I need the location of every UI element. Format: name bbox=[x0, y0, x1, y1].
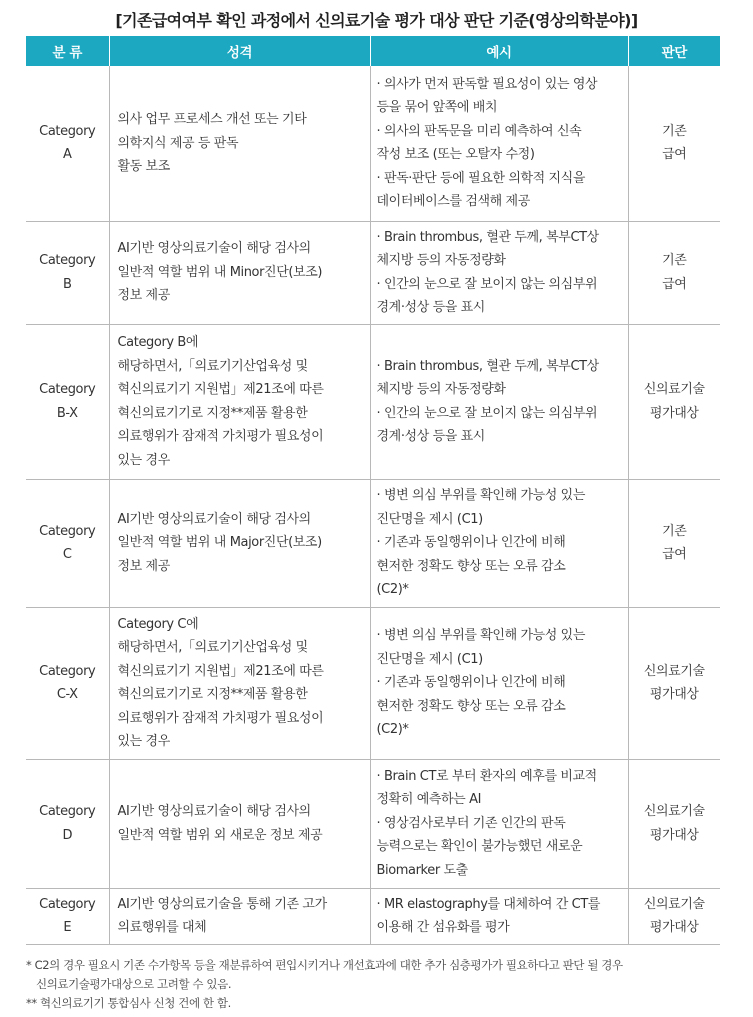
example-item: · 기존과 동일행위이나 인간에 비해 현저한 정확도 향상 또는 오류 감소 (C2)* bbox=[376, 535, 566, 598]
judgment-cell: 신의료기술 평가대상 bbox=[628, 888, 720, 944]
example-item: · 판독·판단 등에 필요한 의학적 지식을 데이터베이스를 검색해 제공 bbox=[376, 170, 585, 210]
examples-cell bbox=[370, 66, 628, 221]
table-title: [기존급여여부 확인 과정에서 신의료기술 평가 대상 판단 기준(영상의학분야)] bbox=[115, 11, 638, 30]
judgment-cell: 기존 급여 bbox=[628, 66, 720, 221]
category-cell: Category B bbox=[26, 221, 109, 324]
category-cell: Category C-X bbox=[26, 607, 109, 759]
property-cell: 의사 업무 프로세스 개선 또는 기타 의학지식 제공 등 판독 활동 보조 bbox=[109, 66, 370, 221]
category-cell: Category C bbox=[26, 479, 109, 607]
example-item: · 의사가 먼저 판독할 필요성이 있는 영상 등을 묶어 앞쪽에 배치 bbox=[376, 76, 598, 116]
example-item: · MR elastography를 대체하여 간 CT를 이용해 간 섬유화를 평가 bbox=[376, 896, 601, 935]
examples-cell bbox=[370, 759, 628, 888]
table-row bbox=[26, 479, 720, 607]
judgment-cell: 기존 급여 bbox=[628, 221, 720, 324]
examples-cell bbox=[370, 888, 628, 944]
examples-cell bbox=[370, 324, 628, 479]
criteria-table bbox=[26, 36, 720, 945]
header-property: 성격 bbox=[109, 36, 370, 66]
example-item: · 기존과 동일행위이나 인간에 비해 현저한 정확도 향상 또는 오류 감소 (C2)* bbox=[376, 675, 566, 738]
property-cell: Category B에 해당하면서,「의료기기산업육성 및 혁신의료기기 지원법」제21조에 따른 혁신의료기기로 지정**제품 활용한 의료행위가 잠재적 가치평가 필요성이 있는 경우 bbox=[109, 324, 370, 479]
table-row bbox=[26, 324, 720, 479]
example-item: · 영상검사로부터 기존 인간의 판독 능력으로는 확인이 불가능했던 새로운 Biomarker 도출 bbox=[376, 815, 583, 878]
judgment-cell: 신의료기술 평가대상 bbox=[628, 607, 720, 759]
table-row bbox=[26, 66, 720, 221]
example-item: · 인간의 눈으로 잘 보이지 않는 의심부위 경계·성상 등을 표시 bbox=[376, 405, 598, 444]
examples-cell bbox=[370, 607, 628, 759]
category-cell: Category B-X bbox=[26, 324, 109, 479]
property-cell: Category C에 해당하면서,「의료기기산업육성 및 혁신의료기기 지원법」제21조에 따른 혁신의료기기로 지정**제품 활용한 의료행위가 잠재적 가치평가 필요성이 있는 경우 bbox=[109, 607, 370, 759]
examples-cell bbox=[370, 479, 628, 607]
example-item: · 병변 의심 부위를 확인해 가능성 있는 진단명을 제시 (C1) bbox=[376, 628, 585, 667]
table-row bbox=[26, 221, 720, 324]
judgment-cell: 기존 급여 bbox=[628, 479, 720, 607]
table-header-row bbox=[26, 36, 720, 66]
header-category: 분 류 bbox=[26, 36, 109, 66]
property-cell: AI기반 영상의료기술이 해당 검사의 일반적 역할 범위 내 Major진단(보조) 정보 제공 bbox=[109, 479, 370, 607]
property-cell: AI기반 영상의료기술이 해당 검사의 일반적 역할 범위 외 새로운 정보 제공 bbox=[109, 759, 370, 888]
property-cell: AI기반 영상의료기술이 해당 검사의 일반적 역할 범위 내 Minor진단(보조) 정보 제공 bbox=[109, 221, 370, 324]
table-row bbox=[26, 607, 720, 759]
property-cell: AI기반 영상의료기술을 통해 기존 고가 의료행위를 대체 bbox=[109, 888, 370, 944]
header-judgment: 판단 bbox=[628, 36, 720, 66]
example-item: · 의사의 판독문을 미리 예측하여 신속 작성 보조 (또는 오탈자 수정) bbox=[376, 123, 582, 163]
examples-cell bbox=[370, 221, 628, 324]
example-item: · 병변 의심 부위를 확인해 가능성 있는 진단명을 제시 (C1) bbox=[376, 488, 585, 527]
example-item: · 인간의 눈으로 잘 보이지 않는 의심부위 경계·성상 등을 표시 bbox=[376, 276, 598, 315]
table-row bbox=[26, 888, 720, 944]
footnotes bbox=[26, 956, 726, 1013]
category-cell: Category A bbox=[26, 66, 109, 221]
category-cell: Category E bbox=[26, 888, 109, 944]
example-item: · Brain CT로 부터 환자의 예후를 비교적 정확히 예측하는 AI bbox=[376, 768, 597, 808]
table-row bbox=[26, 759, 720, 888]
category-cell: Category D bbox=[26, 759, 109, 888]
header-examples: 예시 bbox=[370, 36, 628, 66]
judgment-cell: 신의료기술 평가대상 bbox=[628, 759, 720, 888]
example-item: · Brain thrombus, 혈관 두께, 복부CT상 체지방 등의 자동정량화 bbox=[376, 358, 599, 397]
footnote-c2: * C2의 경우 필요시 기존 수가항목 등을 재분류하여 편입시키거나 개선효과에 대한 추가 심층평가가 필요하다고 판단 될 경우 신의료기술평가대상으로 고려할 수 있음. bbox=[26, 958, 623, 991]
judgment-cell: 신의료기술 평가대상 bbox=[628, 324, 720, 479]
footnote-innovative-device: ** 혁신의료기기 통합심사 신청 건에 한 함. bbox=[26, 996, 231, 1010]
example-item: · Brain thrombus, 혈관 두께, 복부CT상 체지방 등의 자동정량화 bbox=[376, 229, 599, 268]
